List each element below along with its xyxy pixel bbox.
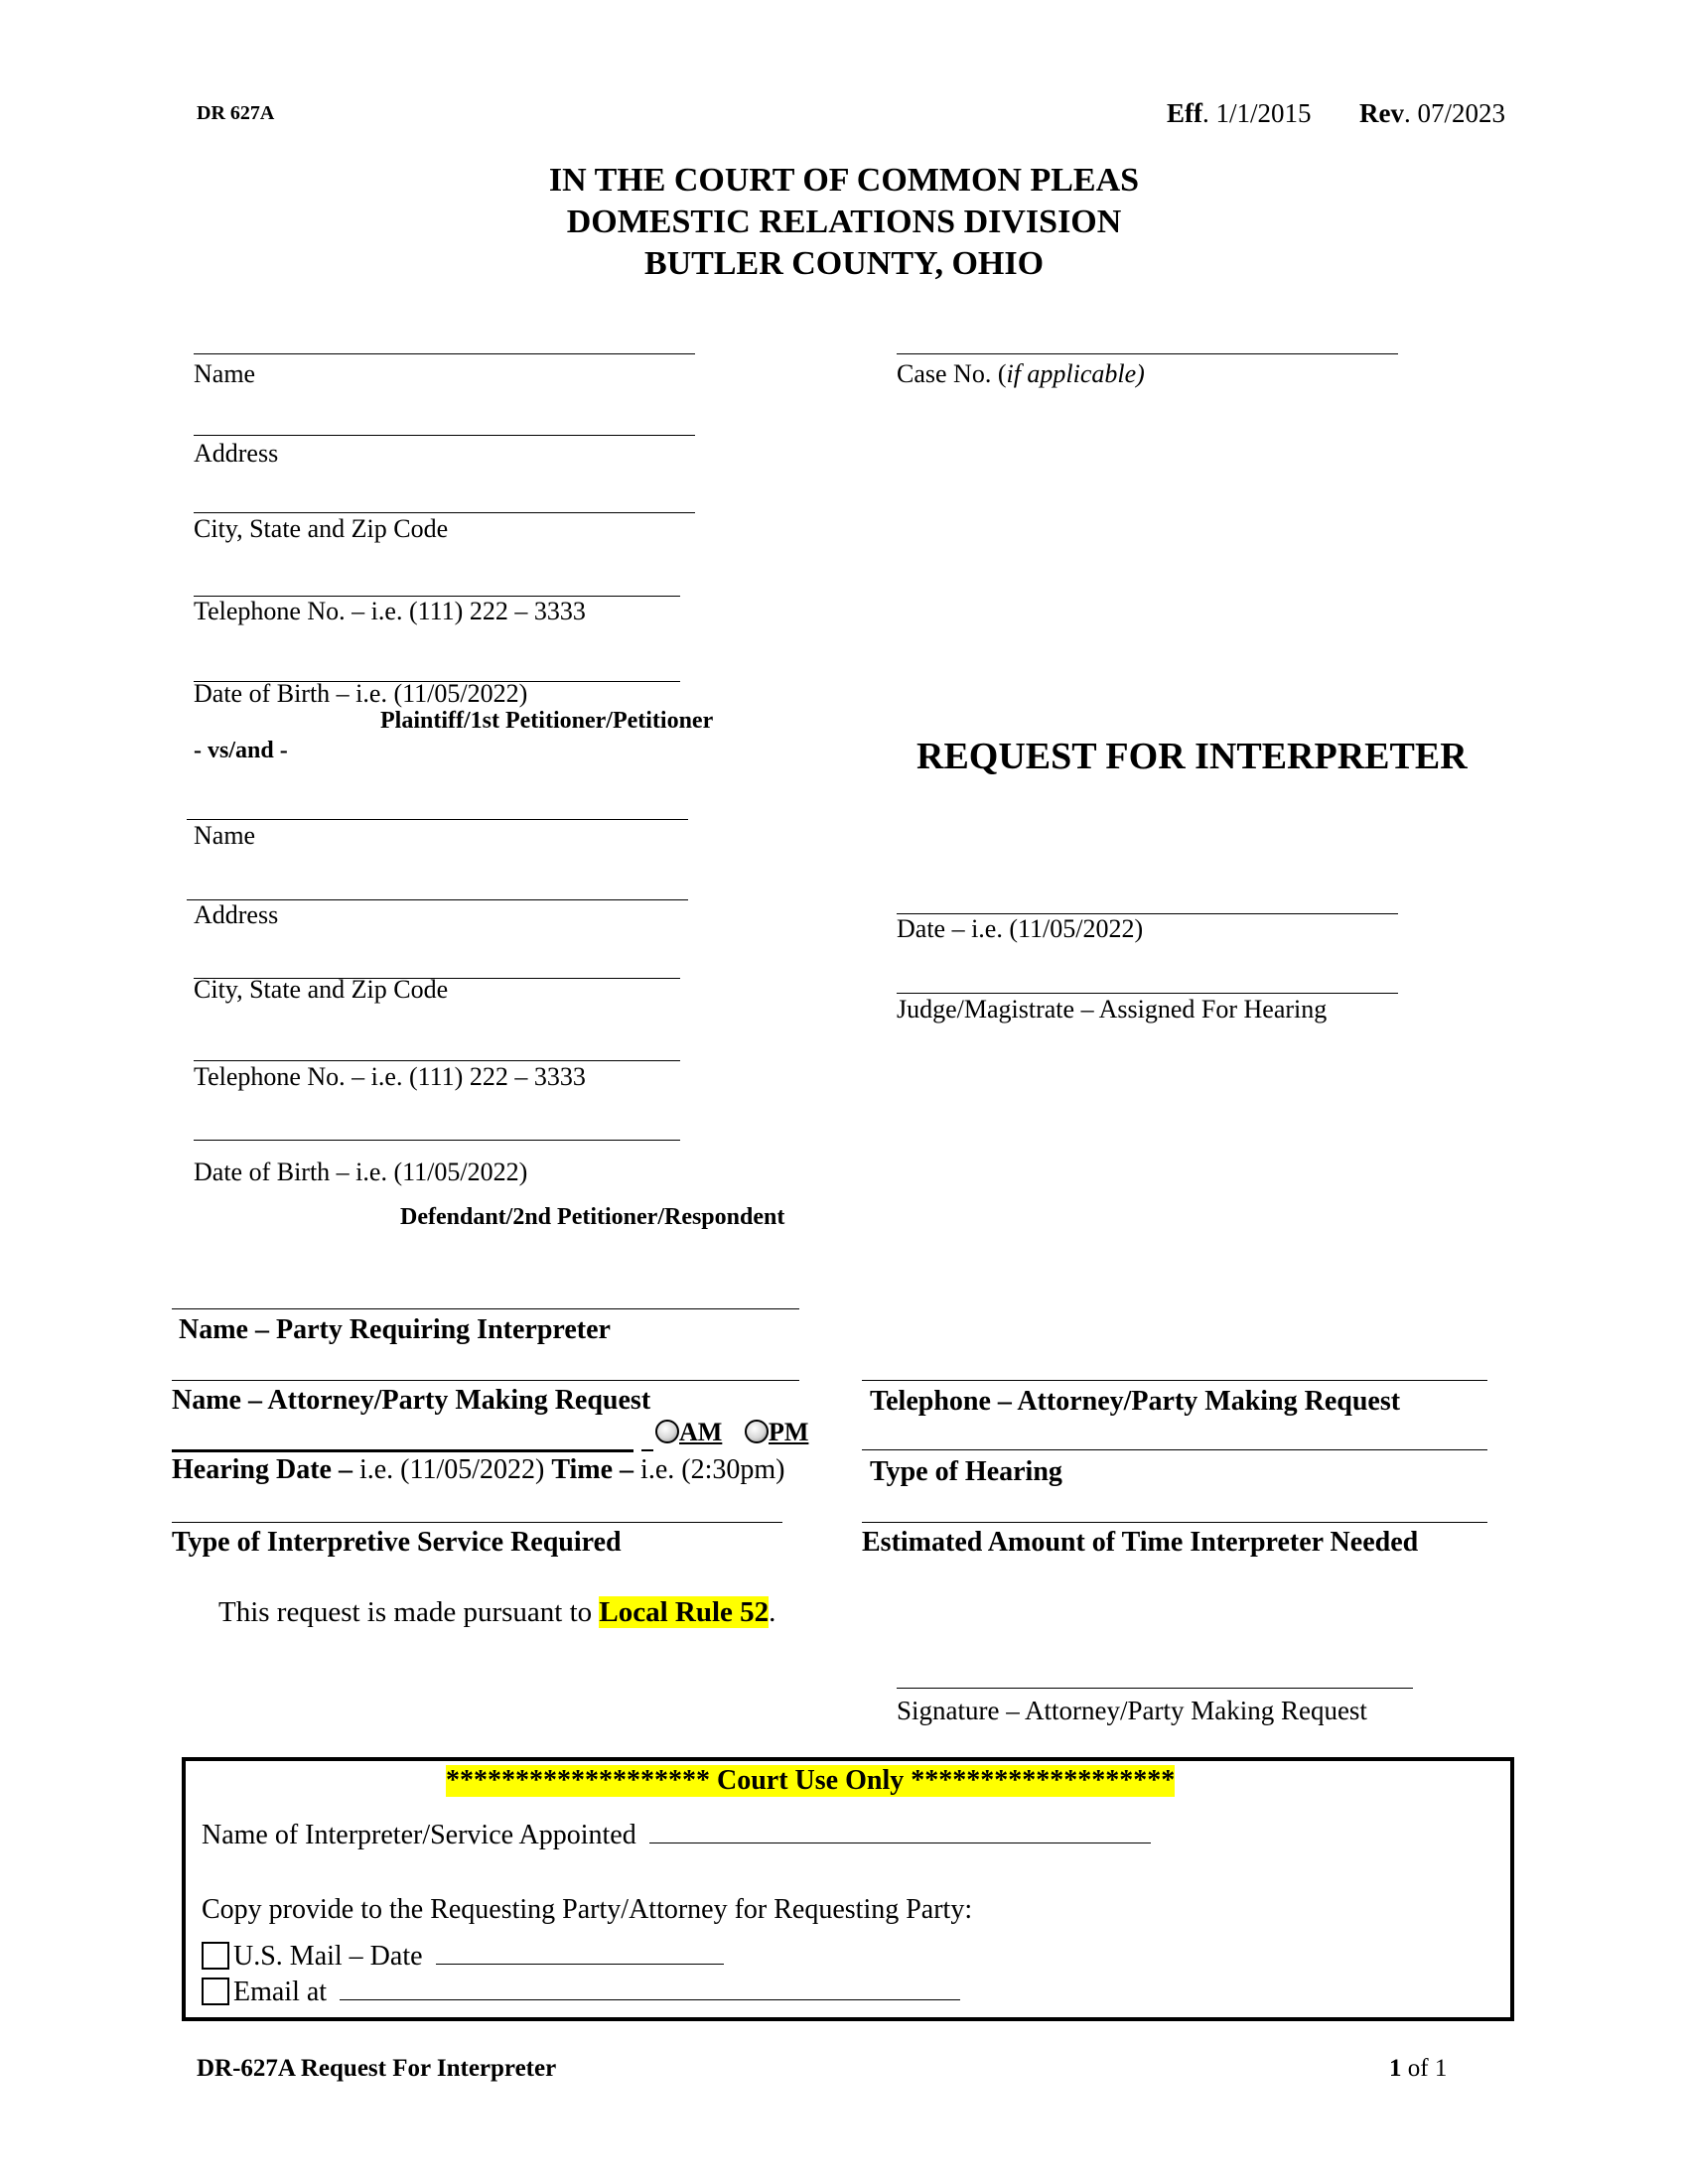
estimated-time-label: Estimated Amount of Time Interpreter Needed — [862, 1527, 1419, 1558]
attorney-phone-label: Telephone – Attorney/Party Making Request — [870, 1386, 1401, 1417]
judge-label: Judge/Magistrate – Assigned For Hearing — [897, 995, 1328, 1024]
defendant-phone-label: Telephone No. – i.e. (111) 222 – 3333 — [194, 1062, 586, 1091]
defendant-name-line[interactable] — [187, 819, 688, 820]
email-checkbox[interactable] — [202, 1978, 229, 2005]
interpreter-appointed-row: Name of Interpreter/Service Appointed — [202, 1819, 1151, 1851]
date-label: Date – i.e. (11/05/2022) — [897, 914, 1144, 943]
party-requiring-line[interactable] — [172, 1308, 799, 1309]
mail-checkbox[interactable] — [202, 1942, 229, 1970]
hearing-date-time-line[interactable] — [172, 1449, 633, 1452]
footer-form-title: DR-627A Request For Interpreter — [197, 2055, 557, 2082]
signature-label: Signature – Attorney/Party Making Request — [897, 1696, 1367, 1725]
court-use-title: ******************* Court Use Only ******************* — [446, 1765, 1176, 1796]
interpreter-appointed-field[interactable] — [649, 1819, 1151, 1843]
email-row: Email at — [202, 1976, 960, 2008]
judge-line[interactable] — [897, 993, 1398, 994]
division-title: DOMESTIC RELATIONS DIVISION — [566, 204, 1122, 240]
versus-label: - vs/and - — [194, 738, 288, 763]
plaintiff-name-line[interactable] — [194, 353, 695, 354]
plaintiff-name-label: Name — [194, 359, 256, 388]
plaintiff-city-label: City, State and Zip Code — [194, 514, 449, 543]
page-number: 1 of 1 — [1389, 2055, 1448, 2082]
form-title: REQUEST FOR INTERPRETER — [916, 736, 1468, 777]
attorney-phone-line[interactable] — [862, 1380, 1487, 1381]
case-number-label: Case No. (if applicable) — [897, 359, 1145, 388]
signature-line[interactable] — [897, 1688, 1413, 1689]
county-title: BUTLER COUNTY, OHIO — [643, 245, 1045, 282]
type-hearing-line[interactable] — [862, 1449, 1487, 1450]
court-title: IN THE COURT OF COMMON PLEAS — [548, 162, 1140, 199]
defendant-address-label: Address — [194, 900, 279, 929]
attorney-name-line[interactable] — [172, 1380, 799, 1381]
am-option[interactable]: AM — [655, 1418, 722, 1447]
defendant-dob-label: Date of Birth – i.e. (11/05/2022) — [194, 1158, 528, 1186]
plaintiff-address-label: Address — [194, 439, 279, 468]
pm-radio[interactable] — [745, 1420, 769, 1443]
court-use-box — [182, 1757, 1514, 2021]
effective-date: Eff. 1/1/2015 — [1167, 98, 1312, 128]
plaintiff-dob-label: Date of Birth – i.e. (11/05/2022) — [194, 679, 528, 708]
type-service-line[interactable] — [172, 1522, 782, 1523]
case-number-line[interactable] — [897, 353, 1398, 354]
plaintiff-phone-label: Telephone No. – i.e. (111) 222 – 3333 — [194, 597, 586, 625]
local-rule-link[interactable]: Local Rule 52 — [599, 1596, 770, 1628]
plaintiff-address-line[interactable] — [194, 435, 695, 436]
mail-date-field[interactable] — [436, 1940, 724, 1965]
plaintiff-role: Plaintiff/1st Petitioner/Petitioner — [380, 708, 714, 734]
estimated-time-line[interactable] — [862, 1522, 1487, 1523]
revision-date: Rev. 07/2023 — [1359, 98, 1505, 128]
type-service-label: Type of Interpretive Service Required — [172, 1527, 622, 1558]
defendant-phone-line[interactable] — [194, 1060, 680, 1061]
type-hearing-label: Type of Hearing — [870, 1456, 1062, 1487]
defendant-name-label: Name — [194, 821, 256, 850]
copy-provided-label: Copy provide to the Requesting Party/Attorney for Requesting Party: — [202, 1894, 973, 1925]
defendant-dob-line[interactable] — [194, 1140, 680, 1141]
pursuant-statement: This request is made pursuant to Local Rule 52. — [218, 1596, 776, 1628]
defendant-city-label: City, State and Zip Code — [194, 975, 449, 1004]
mail-row: U.S. Mail – Date — [202, 1940, 724, 1973]
form-code: DR 627A — [197, 102, 275, 124]
hearing-time-line[interactable] — [641, 1449, 653, 1451]
hearing-date-label: Hearing Date – i.e. (11/05/2022) Time – i.e. (2:30pm) — [172, 1454, 785, 1485]
plaintiff-city-line[interactable] — [194, 512, 695, 513]
party-requiring-label: Name – Party Requiring Interpreter — [179, 1314, 611, 1345]
defendant-role: Defendant/2nd Petitioner/Respondent — [400, 1204, 785, 1230]
am-radio[interactable] — [655, 1420, 679, 1443]
pm-option[interactable]: PM — [745, 1418, 808, 1447]
attorney-name-label: Name – Attorney/Party Making Request — [172, 1385, 651, 1416]
email-field[interactable] — [340, 1976, 960, 2000]
